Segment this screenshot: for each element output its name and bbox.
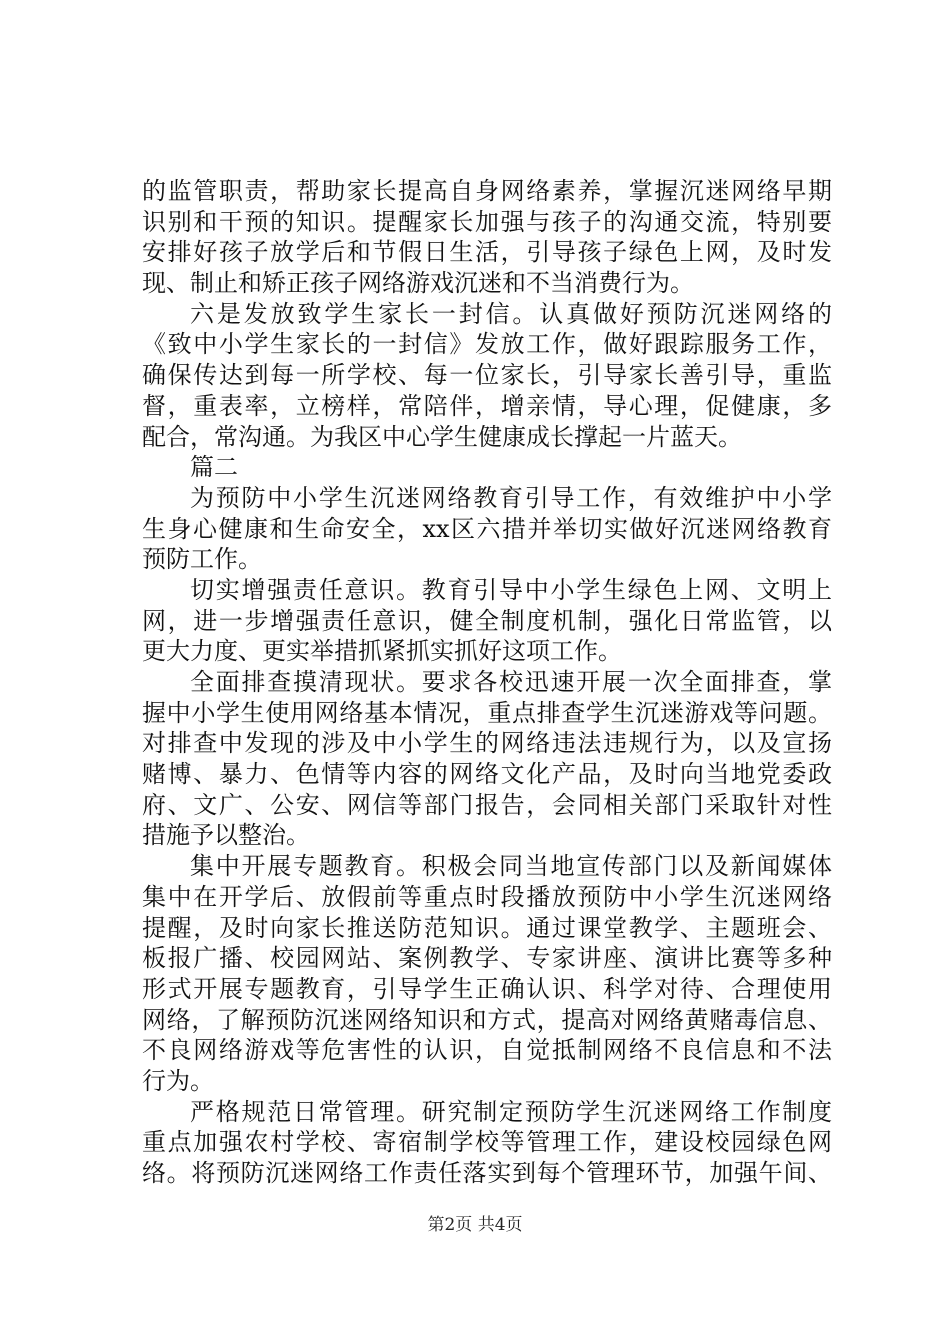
text-line: 配合，常沟通。为我区中心学生健康成长撑起一片蓝天。 — [142, 422, 742, 451]
paragraph-first-line: 六是发放致学生家长一封信。认真做好预防沉迷网络的 — [190, 299, 832, 328]
paragraph-first-line: 严格规范日常管理。研究制定预防学生沉迷网络工作制度 — [190, 1097, 832, 1126]
text-line: 网络，了解预防沉迷网络知识和方式，提高对网络黄赌毒信息、 — [142, 1005, 832, 1034]
text-line: 生身心健康和生命安全，xx区六措并举切实做好沉迷网络教育 — [142, 514, 832, 543]
text-line: 络。将预防沉迷网络工作责任落实到每个管理环节，加强午间、 — [142, 1159, 832, 1187]
paragraph-first-line: 为预防中小学生沉迷网络教育引导工作，有效维护中小学 — [190, 483, 832, 512]
text-line: 不良网络游戏等危害性的认识，自觉抵制网络不良信息和不法 — [142, 1036, 832, 1065]
text-line: 《致中小学生家长的一封信》发放工作，做好跟踪服务工作， — [142, 330, 832, 359]
text-line: 督，重表率，立榜样，常陪伴，增亲情，导心理，促健康，多 — [142, 391, 832, 420]
paragraph-first-line: 切实增强责任意识。教育引导中小学生绿色上网、文明上 — [190, 575, 832, 604]
text-line: 更大力度、更实举措抓紧抓实抓好这项工作。 — [142, 637, 622, 666]
text-line: 现、制止和矫正孩子网络游戏沉迷和不当消费行为。 — [142, 269, 694, 298]
text-line: 识别和干预的知识。提醒家长加强与孩子的沟通交流，特别要 — [142, 207, 832, 236]
text-line: 形式开展专题教育，引导学生正确认识、科学对待、合理使用 — [142, 974, 832, 1003]
text-line: 板报广播、校园网站、案例教学、专家讲座、演讲比赛等多种 — [142, 944, 832, 973]
page-number-footer: 第2页 共4页 — [427, 1215, 523, 1235]
text-line: 网，进一步增强责任意识，健全制度机制，强化日常监管，以 — [142, 606, 832, 635]
text-line: 集中在开学后、放假前等重点时段播放预防中小学生沉迷网络 — [142, 882, 832, 911]
paragraph-first-line: 集中开展专题教育。积极会同当地宣传部门以及新闻媒体 — [190, 852, 832, 881]
text-line: 的监管职责，帮助家长提高自身网络素养，掌握沉迷网络早期 — [142, 177, 832, 205]
text-line: 赌博、暴力、色情等内容的网络文化产品，及时向当地党委政 — [142, 760, 832, 789]
text-line: 对排查中发现的涉及中小学生的网络违法违规行为，以及宣扬 — [142, 729, 832, 758]
text-line: 预防工作。 — [142, 545, 262, 574]
paragraph-first-line: 全面排查摸清现状。要求各校迅速开展一次全面排查，掌 — [190, 668, 832, 696]
text-line: 行为。 — [142, 1066, 214, 1095]
text-line: 提醒，及时向家长推送防范知识。通过课堂教学、主题班会、 — [142, 913, 832, 942]
text-line: 确保传达到每一所学校、每一位家长，引导家长善引导，重监 — [142, 361, 832, 390]
text-line: 握中小学生使用网络基本情况，重点排查学生沉迷游戏等问题。 — [142, 698, 832, 727]
document-body — [142, 176, 832, 1189]
section-heading: 篇二 — [190, 453, 238, 482]
text-line: 府、文广、公安、网信等部门报告，会同相关部门采取针对性 — [142, 790, 832, 819]
text-line: 措施予以整治。 — [142, 821, 310, 850]
text-line: 重点加强农村学校、寄宿制学校等管理工作，建设校园绿色网 — [142, 1128, 832, 1157]
text-line: 安排好孩子放学后和节假日生活，引导孩子绿色上网，及时发 — [142, 238, 832, 267]
